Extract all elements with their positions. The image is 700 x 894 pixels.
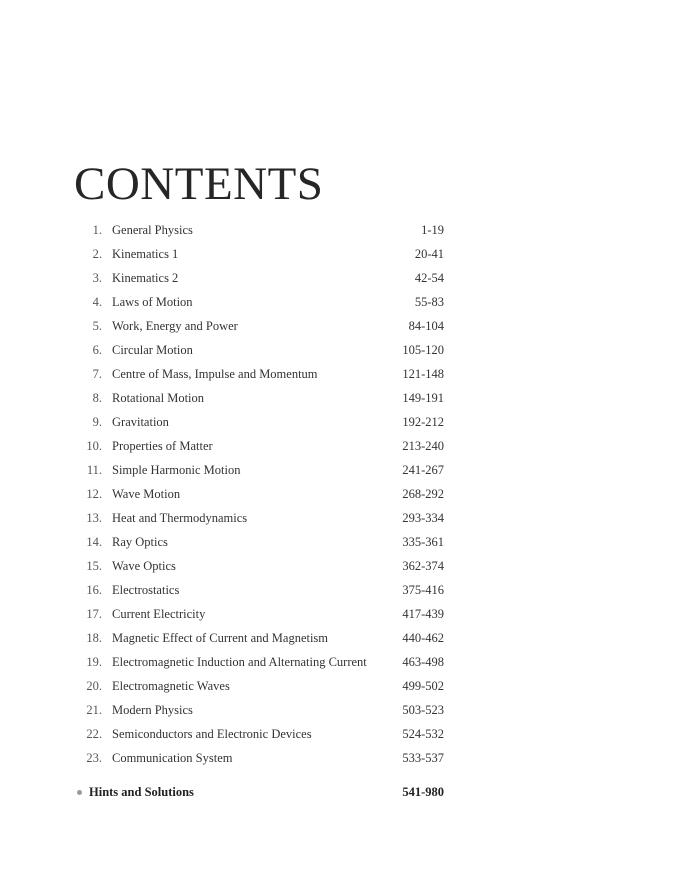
chapter-pages: 55-83 bbox=[414, 295, 444, 309]
toc-row bbox=[0, 530, 700, 554]
chapter-pages: 524-532 bbox=[402, 727, 444, 741]
chapter-number: 14. bbox=[86, 535, 102, 549]
chapter-pages: 149-191 bbox=[402, 391, 444, 405]
chapter-title: Circular Motion bbox=[112, 343, 193, 357]
chapter-title: Centre of Mass, Impulse and Momentum bbox=[112, 367, 318, 381]
chapter-title: Kinematics 1 bbox=[112, 247, 179, 261]
chapter-pages: 268-292 bbox=[402, 487, 444, 501]
toc-row bbox=[0, 266, 700, 290]
chapter-pages: 533-537 bbox=[402, 751, 444, 765]
chapter-number: 6. bbox=[92, 343, 102, 357]
chapter-number: 19. bbox=[86, 655, 102, 669]
chapter-pages: 192-212 bbox=[402, 415, 444, 429]
chapter-title: Communication System bbox=[112, 751, 233, 765]
chapter-pages: 293-334 bbox=[402, 511, 444, 525]
toc-row bbox=[0, 746, 700, 770]
chapter-number: 5. bbox=[92, 319, 102, 333]
toc-row bbox=[0, 242, 700, 266]
toc-row bbox=[0, 314, 700, 338]
toc-row bbox=[0, 674, 700, 698]
chapter-title: Work, Energy and Power bbox=[112, 319, 238, 333]
chapter-title: Kinematics 2 bbox=[112, 271, 179, 285]
chapter-number: 11. bbox=[86, 463, 102, 477]
toc-row bbox=[0, 722, 700, 746]
chapter-pages: 42-54 bbox=[414, 271, 444, 285]
chapter-pages: 1-19 bbox=[421, 223, 444, 237]
chapter-number: 8. bbox=[92, 391, 102, 405]
chapter-pages: 362-374 bbox=[402, 559, 444, 573]
toc-row bbox=[0, 434, 700, 458]
hints-pages: 541-980 bbox=[402, 785, 444, 799]
chapter-title: Magnetic Effect of Current and Magnetism bbox=[112, 631, 329, 645]
hints-and-solutions-entry bbox=[0, 780, 700, 804]
chapter-pages: 241-267 bbox=[402, 463, 444, 477]
toc-row bbox=[0, 626, 700, 650]
toc-row bbox=[0, 338, 700, 362]
chapter-number: 7. bbox=[92, 367, 102, 381]
chapter-pages: 20-41 bbox=[414, 247, 444, 261]
toc-row bbox=[0, 410, 700, 434]
chapter-pages: 503-523 bbox=[402, 703, 444, 717]
chapter-number: 15. bbox=[86, 559, 102, 573]
chapter-pages: 417-439 bbox=[402, 607, 444, 621]
chapter-title: Properties of Matter bbox=[112, 439, 213, 453]
toc-row bbox=[0, 458, 700, 482]
chapter-number: 17. bbox=[86, 607, 102, 621]
chapter-number: 22. bbox=[86, 727, 102, 741]
toc-row bbox=[0, 386, 700, 410]
page-title: CONTENTS bbox=[74, 158, 324, 210]
chapter-number: 4. bbox=[92, 295, 102, 309]
hints-title: Hints and Solutions bbox=[89, 785, 194, 799]
chapter-number: 9. bbox=[92, 415, 102, 429]
chapter-title: Simple Harmonic Motion bbox=[112, 463, 241, 477]
chapter-pages: 440-462 bbox=[402, 631, 444, 645]
bullet-dot-icon bbox=[77, 790, 82, 795]
chapter-title: Current Electricity bbox=[112, 607, 206, 621]
chapter-number: 13. bbox=[86, 511, 102, 525]
chapter-title: Modern Physics bbox=[112, 703, 193, 717]
chapter-title: Laws of Motion bbox=[112, 295, 193, 309]
chapter-title: Semiconductors and Electronic Devices bbox=[112, 727, 312, 741]
chapter-title: Rotational Motion bbox=[112, 391, 205, 405]
chapter-title: Electrostatics bbox=[112, 583, 180, 597]
chapter-number: 1. bbox=[92, 223, 102, 237]
chapter-pages: 84-104 bbox=[408, 319, 444, 333]
chapter-number: 23. bbox=[86, 751, 102, 765]
chapter-pages: 375-416 bbox=[402, 583, 444, 597]
toc-row bbox=[0, 698, 700, 722]
chapter-pages: 499-502 bbox=[402, 679, 444, 693]
chapter-number: 20. bbox=[86, 679, 102, 693]
toc-row bbox=[0, 482, 700, 506]
toc-row bbox=[0, 650, 700, 674]
chapter-title: Heat and Thermodynamics bbox=[112, 511, 248, 525]
chapter-title: Electromagnetic Induction and Alternating Current bbox=[112, 655, 367, 669]
chapter-number: 16. bbox=[86, 583, 102, 597]
chapter-pages: 121-148 bbox=[402, 367, 444, 381]
chapter-number: 10. bbox=[86, 439, 102, 453]
toc-row bbox=[0, 506, 700, 530]
chapter-pages: 105-120 bbox=[402, 343, 444, 357]
chapter-number: 18. bbox=[86, 631, 102, 645]
toc-row bbox=[0, 578, 700, 602]
chapter-pages: 335-361 bbox=[402, 535, 444, 549]
chapter-number: 12. bbox=[86, 487, 102, 501]
chapter-pages: 213-240 bbox=[402, 439, 444, 453]
chapter-title: Electromagnetic Waves bbox=[112, 679, 230, 693]
toc-row bbox=[0, 218, 700, 242]
toc-row bbox=[0, 362, 700, 386]
chapter-title: Gravitation bbox=[112, 415, 169, 429]
toc-row bbox=[0, 290, 700, 314]
chapter-number: 2. bbox=[92, 247, 102, 261]
table-of-contents bbox=[0, 218, 700, 770]
chapter-number: 21. bbox=[86, 703, 102, 717]
chapter-title: Wave Optics bbox=[112, 559, 176, 573]
chapter-title: General Physics bbox=[112, 223, 193, 237]
toc-row bbox=[0, 554, 700, 578]
toc-row bbox=[0, 602, 700, 626]
chapter-pages: 463-498 bbox=[402, 655, 444, 669]
chapter-title: Wave Motion bbox=[112, 487, 181, 501]
chapter-title: Ray Optics bbox=[112, 535, 168, 549]
chapter-number: 3. bbox=[92, 271, 102, 285]
